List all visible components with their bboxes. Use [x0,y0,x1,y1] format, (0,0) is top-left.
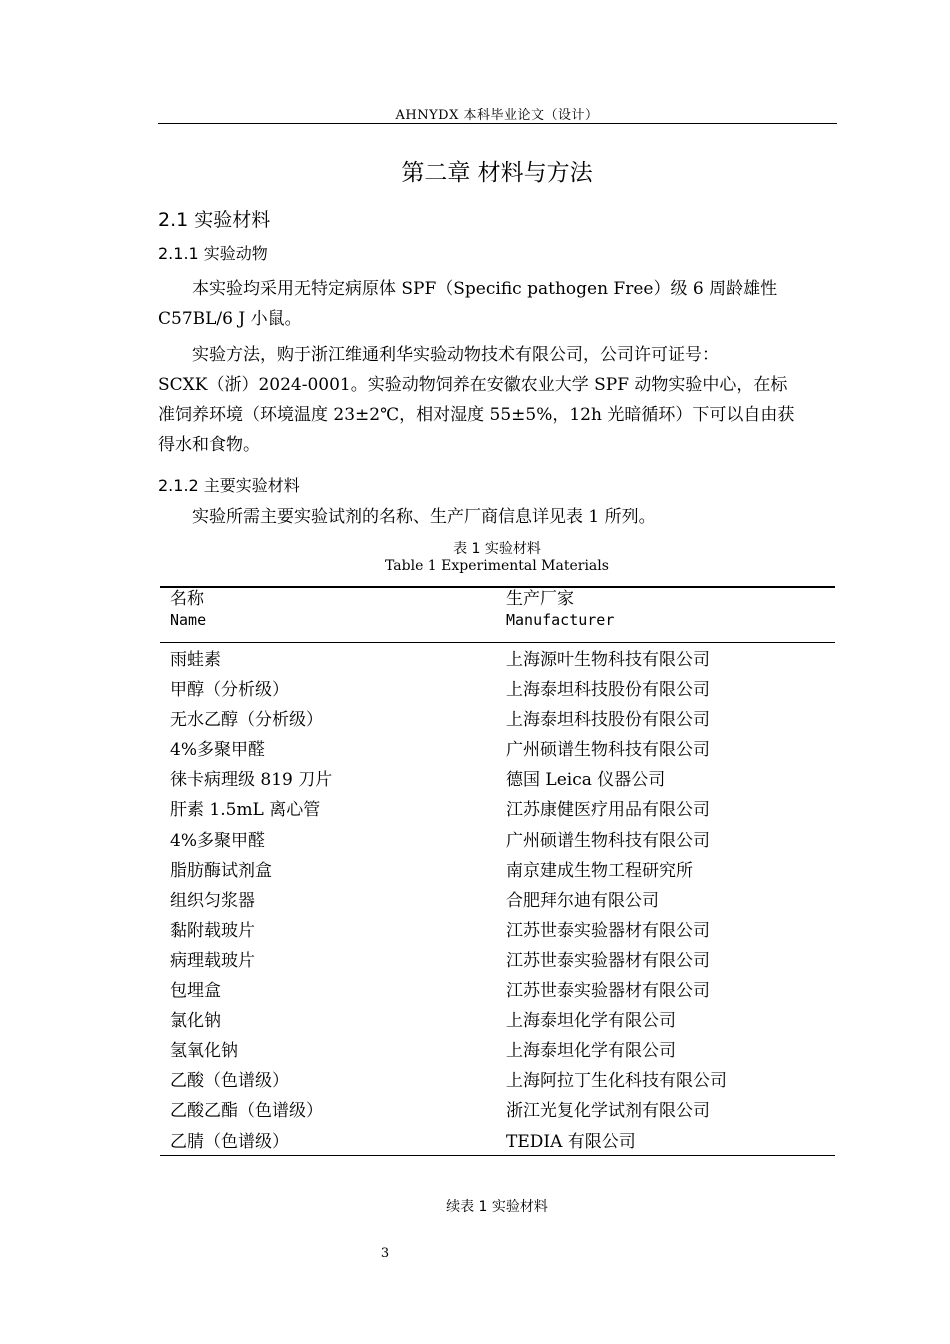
material-manufacturer: 浙江光复化学试剂有限公司 [506,1101,710,1122]
column-header-manufacturer-en: Manufacturer [506,611,615,629]
table-row [170,1001,830,1031]
table-row [170,760,830,790]
material-manufacturer: TEDIA 有限公司 [506,1131,636,1152]
table-top-rule [160,586,835,588]
table-row [170,1061,830,1091]
material-name: 乙酸乙酯（色谱级） [170,1101,323,1122]
table-row [170,911,830,941]
column-header-manufacturer-cn: 生产厂家 [506,589,574,609]
section-heading-2-1-1: 2.1.1 实验动物 [158,244,268,263]
table-row [170,670,830,700]
material-name: 乙酸（色谱级） [170,1071,289,1092]
table-row [170,941,830,971]
column-header-name [170,589,206,631]
section-heading-2-1-2: 2.1.2 主要实验材料 [158,476,300,495]
material-manufacturer: 广州硕谱生物科技有限公司 [506,740,710,761]
material-manufacturer: 德国 Leica 仪器公司 [506,770,666,791]
page-number: 3 [380,1246,390,1261]
material-name: 黏附载玻片 [170,920,255,941]
material-name: 病理载玻片 [170,950,255,971]
table-row [170,700,830,730]
paragraph-line: SCXK（浙）2024-0001。实验动物饲养在安徽农业大学 SPF 动物实验中心，在标 [158,375,788,395]
paragraph-line: 实验方法，购于浙江维通利华实验动物技术有限公司，公司许可证号： [192,345,719,365]
material-manufacturer: 合肥拜尔迪有限公司 [506,890,659,911]
table-body [170,640,830,1152]
material-name: 肝素 1.5mL 离心管 [170,800,321,821]
material-manufacturer: 南京建成生物工程研究所 [506,860,693,881]
material-name: 组织匀浆器 [170,890,255,911]
material-name: 脂肪酶试剂盒 [170,860,272,881]
table-bottom-rule [160,1155,835,1156]
chapter-title: 第二章 材料与方法 [401,160,593,186]
table-caption-en: Table 1 Experimental Materials [385,558,609,574]
column-header-name-cn: 名称 [170,589,204,609]
table-row [170,881,830,911]
table-row [170,730,830,760]
table-caption-cn: 表 1 实验材料 [453,541,541,557]
table-row [170,971,830,1001]
paragraph-line: C57BL/6 J 小鼠。 [158,309,302,329]
material-manufacturer: 江苏康健医疗用品有限公司 [506,800,710,821]
table-row [170,851,830,881]
table-row [170,1091,830,1121]
paragraph-line: 得水和食物。 [158,435,260,455]
section-heading-2-1: 2.1 实验材料 [158,209,271,231]
material-name: 徕卡病理级 819 刀片 [170,770,333,791]
material-manufacturer: 上海泰坦科技股份有限公司 [506,710,710,731]
material-name: 无水乙醇（分析级） [170,710,323,731]
material-manufacturer: 江苏世泰实验器材有限公司 [506,920,710,941]
material-name: 雨蛙素 [170,650,221,670]
table-row [170,821,830,851]
material-manufacturer: 广州硕谱生物科技有限公司 [506,830,710,851]
table-row [170,1122,830,1152]
material-name: 甲醇（分析级） [170,680,289,701]
paragraph-animals [158,274,836,334]
material-manufacturer: 上海泰坦科技股份有限公司 [506,680,710,701]
material-manufacturer: 上海源叶生物科技有限公司 [506,650,710,670]
material-manufacturer: 上海泰坦化学有限公司 [506,1041,676,1062]
material-manufacturer: 江苏世泰实验器材有限公司 [506,981,710,1002]
material-manufacturer: 上海泰坦化学有限公司 [506,1011,676,1032]
material-name: 4%多聚甲醛 [170,830,265,851]
material-name: 氯化钠 [170,1011,221,1032]
table-row [170,790,830,820]
paragraph-line: 准饲养环境（环境温度 23±2℃，相对湿度 55±5%，12h 光暗循环）下可以自由获 [158,405,795,425]
paragraph-materials-intro: 实验所需主要实验试剂的名称、生产厂商信息详见表 1 所列。 [192,507,656,527]
table-row [170,640,830,670]
material-manufacturer: 江苏世泰实验器材有限公司 [506,950,710,971]
paragraph-method [158,340,836,460]
table-row [170,1031,830,1061]
material-manufacturer: 上海阿拉丁生化科技有限公司 [506,1071,727,1092]
column-header-name-en: Name [170,611,207,629]
material-name: 氢氧化钠 [170,1041,238,1062]
material-name: 包埋盒 [170,981,221,1002]
paragraph-line: 本实验均采用无特定病原体 SPF（Specific pathogen Free）级 6 周龄雄性 [192,279,778,299]
material-name: 4%多聚甲醛 [170,740,265,761]
material-name: 乙腈（色谱级） [170,1131,289,1152]
running-header: AHNYDX 本科毕业论文（设计） [395,108,599,123]
continued-table-caption: 续表 1 实验材料 [446,1199,548,1215]
header-rule [158,123,837,124]
column-header-manufacturer [506,589,614,631]
